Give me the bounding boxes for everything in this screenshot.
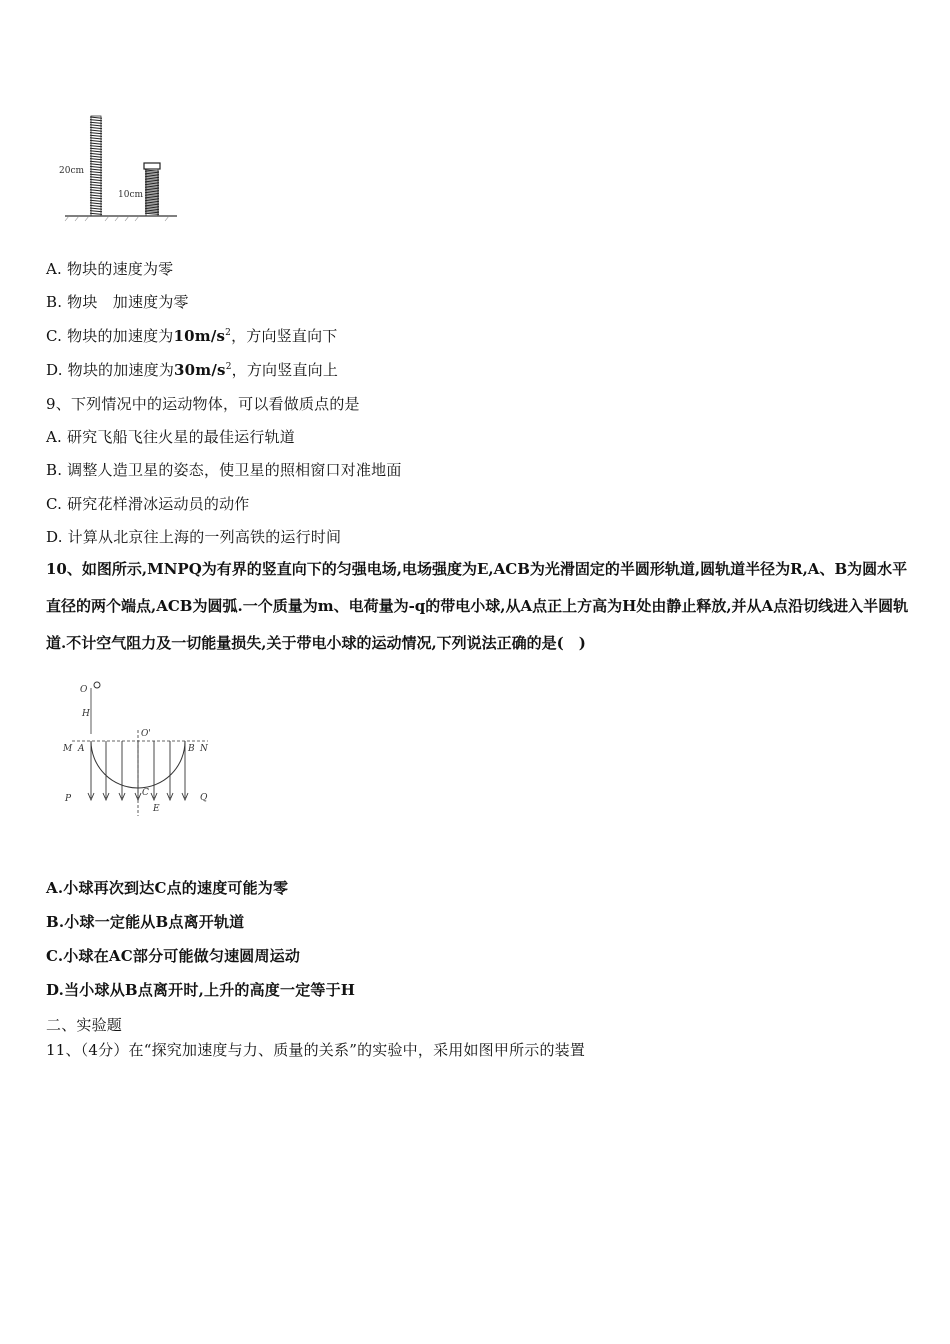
spring-coil — [90, 174, 102, 175]
q10-stem: 10、如图所示,MNPQ为有界的竖直向下的匀强电场,电场强度为E,ACB为光滑固定的半圆形轨道,圆轨道半径为R,A、B为圆水平直径的两个端点,ACB为圆弧.一个质量为m、电荷量为-q的带电小球,从A点正上方高为H处由静止释放,并从A点沿切线进入半圆轨道.不计空气阻力及一切能量损失,关于带电小球的运动情况,下列说法正确的是( ) — [46, 560, 909, 652]
field-figure — [60, 676, 220, 821]
spring-coil — [90, 133, 102, 134]
section-title: 二、实验题 — [46, 1016, 123, 1034]
spring-coil — [145, 192, 159, 193]
label-20cm: 20cm — [59, 166, 85, 176]
spring-coil — [145, 204, 159, 205]
spring-coil — [90, 122, 102, 123]
spring-coil — [90, 140, 102, 141]
q9-option-b: B. 调整人造卫星的姿态，使卫星的照相窗口对准地面 — [46, 461, 402, 479]
q10-option-a: A.小球再次到达C点的速度可能为零 — [46, 879, 289, 897]
spring-coil — [145, 189, 159, 190]
q10-option-d: D.当小球从B点离开时,上升的高度一定等于H — [46, 981, 356, 999]
spring-coil — [145, 188, 159, 189]
spring-coil — [90, 127, 102, 128]
spring-coil — [90, 135, 102, 136]
label-o: O — [80, 685, 88, 695]
spring-coil — [145, 212, 159, 213]
spring-coil — [90, 117, 102, 118]
spring-coil — [145, 178, 159, 179]
short-spring — [144, 163, 160, 216]
spring-coil — [145, 184, 159, 185]
tall-spring — [90, 116, 102, 216]
spring-coil — [145, 197, 159, 198]
spring-coil — [145, 207, 159, 208]
spring-coil — [90, 172, 102, 173]
spring-coil — [90, 148, 102, 149]
label-o-prime: O' — [141, 729, 151, 739]
spring-coil — [145, 208, 159, 209]
label-n: N — [200, 744, 208, 754]
spring-coil — [145, 181, 159, 182]
spring-coil — [145, 176, 159, 177]
spring-coil — [90, 146, 102, 147]
spring-coil — [90, 153, 102, 154]
spring-coil — [145, 180, 159, 181]
spring-coil — [145, 210, 159, 211]
q9-option-d: D. 计算从北京往上海的一列高铁的运行时间 — [46, 528, 342, 546]
spring-coil — [145, 191, 159, 192]
spring-coil — [145, 200, 159, 201]
label-p: P — [65, 794, 72, 804]
spring-coil — [90, 156, 102, 157]
spring-coil — [90, 164, 102, 165]
q8-option-c-pre: C. 物块的加速度为 — [46, 327, 174, 345]
spring-coil — [90, 200, 102, 201]
spring-coil — [145, 172, 159, 173]
label-m: M — [63, 744, 73, 754]
q8-option-d — [46, 360, 338, 380]
spring-coil — [145, 199, 159, 200]
spring-coil — [145, 194, 159, 195]
spring-coil — [145, 175, 159, 176]
spring-coil — [90, 179, 102, 180]
label-q: Q — [200, 793, 208, 803]
label-h: H — [82, 709, 90, 719]
spring-coil — [145, 205, 159, 206]
q8-option-a: A. 物块的速度为零 — [46, 260, 174, 278]
spring-coil — [145, 202, 159, 203]
label-10cm: 10cm — [118, 190, 144, 200]
spring-coil — [90, 161, 102, 162]
spring-coil — [90, 205, 102, 206]
q8-option-d-post: ，方向竖直向上 — [231, 361, 339, 379]
spring-coil — [145, 170, 159, 171]
q10-option-c: C.小球在AC部分可能做匀速圆周运动 — [46, 947, 301, 965]
spring-coil — [90, 208, 102, 209]
spring-coil — [145, 183, 159, 184]
spring-coil — [90, 125, 102, 126]
spring-coil — [90, 120, 102, 121]
spring-coil — [145, 196, 159, 197]
spring-coil — [145, 173, 159, 174]
field-arrows — [88, 741, 188, 800]
spring-coil — [90, 143, 102, 144]
spring-figure — [55, 100, 190, 225]
q8-option-b: B. 物块 加速度为零 — [46, 293, 189, 311]
q9-option-a: A. 研究飞船飞往火星的最佳运行轨道 — [46, 428, 295, 446]
spring-coil — [90, 192, 102, 193]
label-e: E — [153, 804, 160, 814]
q10-option-b: B.小球一定能从B点离开轨道 — [46, 913, 245, 931]
spring-coil — [145, 186, 159, 187]
q8-option-d-value: 30m/s — [174, 361, 226, 379]
spring-coil — [90, 190, 102, 191]
label-c: C — [142, 788, 149, 798]
spring-coil — [90, 177, 102, 178]
spring-coil — [90, 166, 102, 167]
q8-option-c-post: ，方向竖直向下 — [231, 327, 338, 345]
label-b: B — [188, 744, 195, 754]
label-a: A — [78, 744, 85, 754]
q8-option-d-pre: D. 物块的加速度为 — [46, 361, 175, 379]
spring-coil — [90, 182, 102, 183]
spring-coil — [90, 211, 102, 212]
spring-coil — [90, 151, 102, 152]
q8-option-c-value: 10m/s — [173, 327, 226, 345]
spring-coil — [145, 213, 159, 214]
q9-stem: 9、下列情况中的运动物体，可以看做质点的是 — [46, 395, 360, 413]
q11-stem: 11、（4分）在“探究加速度与力、质量的关系”的实验中，采用如图甲所示的装置 — [46, 1041, 586, 1059]
spring-coil — [90, 203, 102, 204]
spring-coil — [90, 130, 102, 131]
spring-coil — [90, 185, 102, 186]
q9-option-c: C. 研究花样滑冰运动员的动作 — [46, 495, 250, 513]
spring-coil — [90, 195, 102, 196]
q8-option-d-exp: 2 — [225, 362, 232, 372]
spring-coil — [90, 198, 102, 199]
spring-coil — [90, 187, 102, 188]
spring-coil — [90, 213, 102, 214]
spring-coil — [90, 159, 102, 160]
q8-option-c — [46, 326, 338, 346]
q8-option-c-exp: 2 — [225, 328, 232, 338]
spring-coil — [90, 169, 102, 170]
ball — [94, 682, 100, 688]
spring-coil — [90, 138, 102, 139]
